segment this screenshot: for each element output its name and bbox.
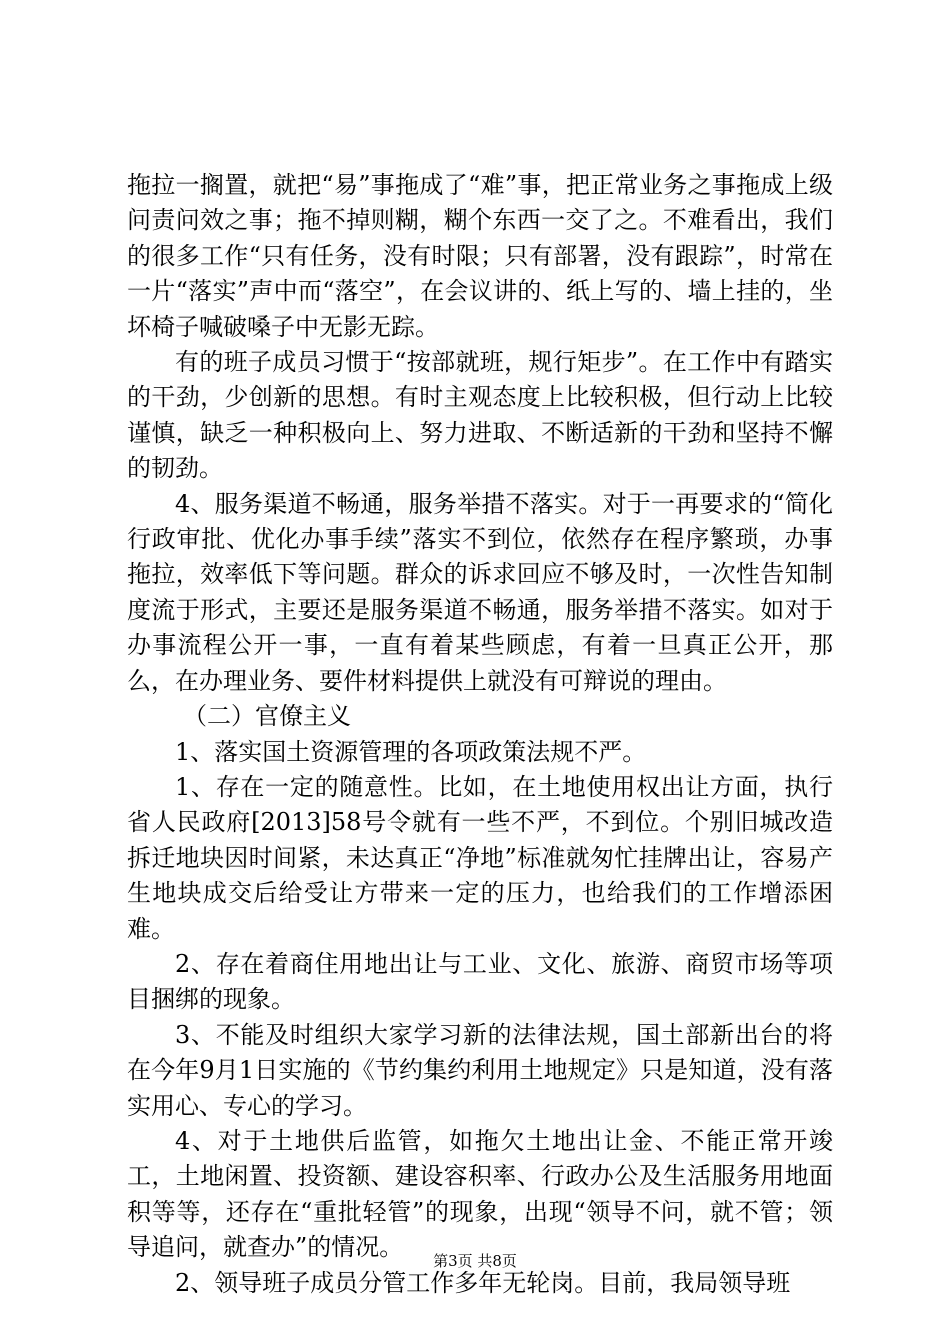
paragraph-land-supervision: 4、对于土地供后监管，如拖欠土地出让金、不能正常开竣工，土地闲置、投资额、建设容积率、行政办公及生活服务用地面积等等，还存在“重批轻管”的现象，出现“领导不问，就不管；领导追问，就查办”的情况。: [127, 1126, 833, 1262]
paragraph-job-rotation: 2、领导班子成员分管工作多年无轮岗。目前，我局领导班: [175, 1268, 791, 1297]
paragraph-arbitrariness: 1、存在一定的随意性。比如，在土地使用权出让方面，执行省人民政府[2013]58号令就有一些不严，不到位。个别旧城改造拆迁地块因时间紧，未达真正“净地”标准就匆忙挂牌出让，容易产生地块成交后给受让方带来一定的压力，也给我们的工作增添困难。: [127, 772, 833, 943]
paragraph-land-bundling: 2、存在着商住用地出让与工业、文化、旅游、商贸市场等项目捆绑的现象。: [127, 949, 833, 1014]
page-number-footer: 第3页 共8页: [433, 1252, 517, 1270]
document-body: [127, 168, 833, 1301]
section-heading-bureaucratism: （二）官僚主义: [183, 702, 351, 731]
paragraph-team-habits: 有的班子成员习惯于“按部就班，规行矩步”。在工作中有踏实的干劲，少创新的思想。有时主观态度上比较积极，但行动上比较谨慎，缺乏一种积极向上、努力进取、不断适新的干劲和坚持不懈的韧劲。: [127, 348, 833, 483]
paragraph-policy-enforcement: 1、落实国土资源管理的各项政策法规不严。: [175, 737, 647, 766]
paragraph-law-study: 3、不能及时组织大家学习新的法律法规，国土部新出台的将在今年9月1日实施的《节约集约利用土地规定》只是知道，没有落实用心、专心的学习。: [127, 1020, 833, 1120]
paragraph-continuation: 拖拉一搁置，就把“易”事拖成了“难”事，把正常业务之事拖成上级问责问效之事；拖不掉则糊，糊个东西一交了之。不难看出，我们的很多工作“只有任务，没有时限；只有部署，没有跟踪”，时常在一片“落实”声中而“落空”，在会议讲的、纸上写的、墙上挂的，坐坏椅子喊破嗓子中无影无踪。: [127, 171, 833, 341]
paragraph-service-channels: 4、服务渠道不畅通，服务举措不落实。对于一再要求的“简化行政审批、优化办事手续”落实不到位，依然存在程序繁琐，办事拖拉，效率低下等问题。群众的诉求回应不够及时，一次性告知制度流于形式，主要还是服务渠道不畅通，服务举措不落实。如对于办事流程公开一事，一直有着某些顾虑，有着一旦真正公开，那么，在办理业务、要件材料提供上就没有可辩说的理由。: [127, 489, 833, 695]
